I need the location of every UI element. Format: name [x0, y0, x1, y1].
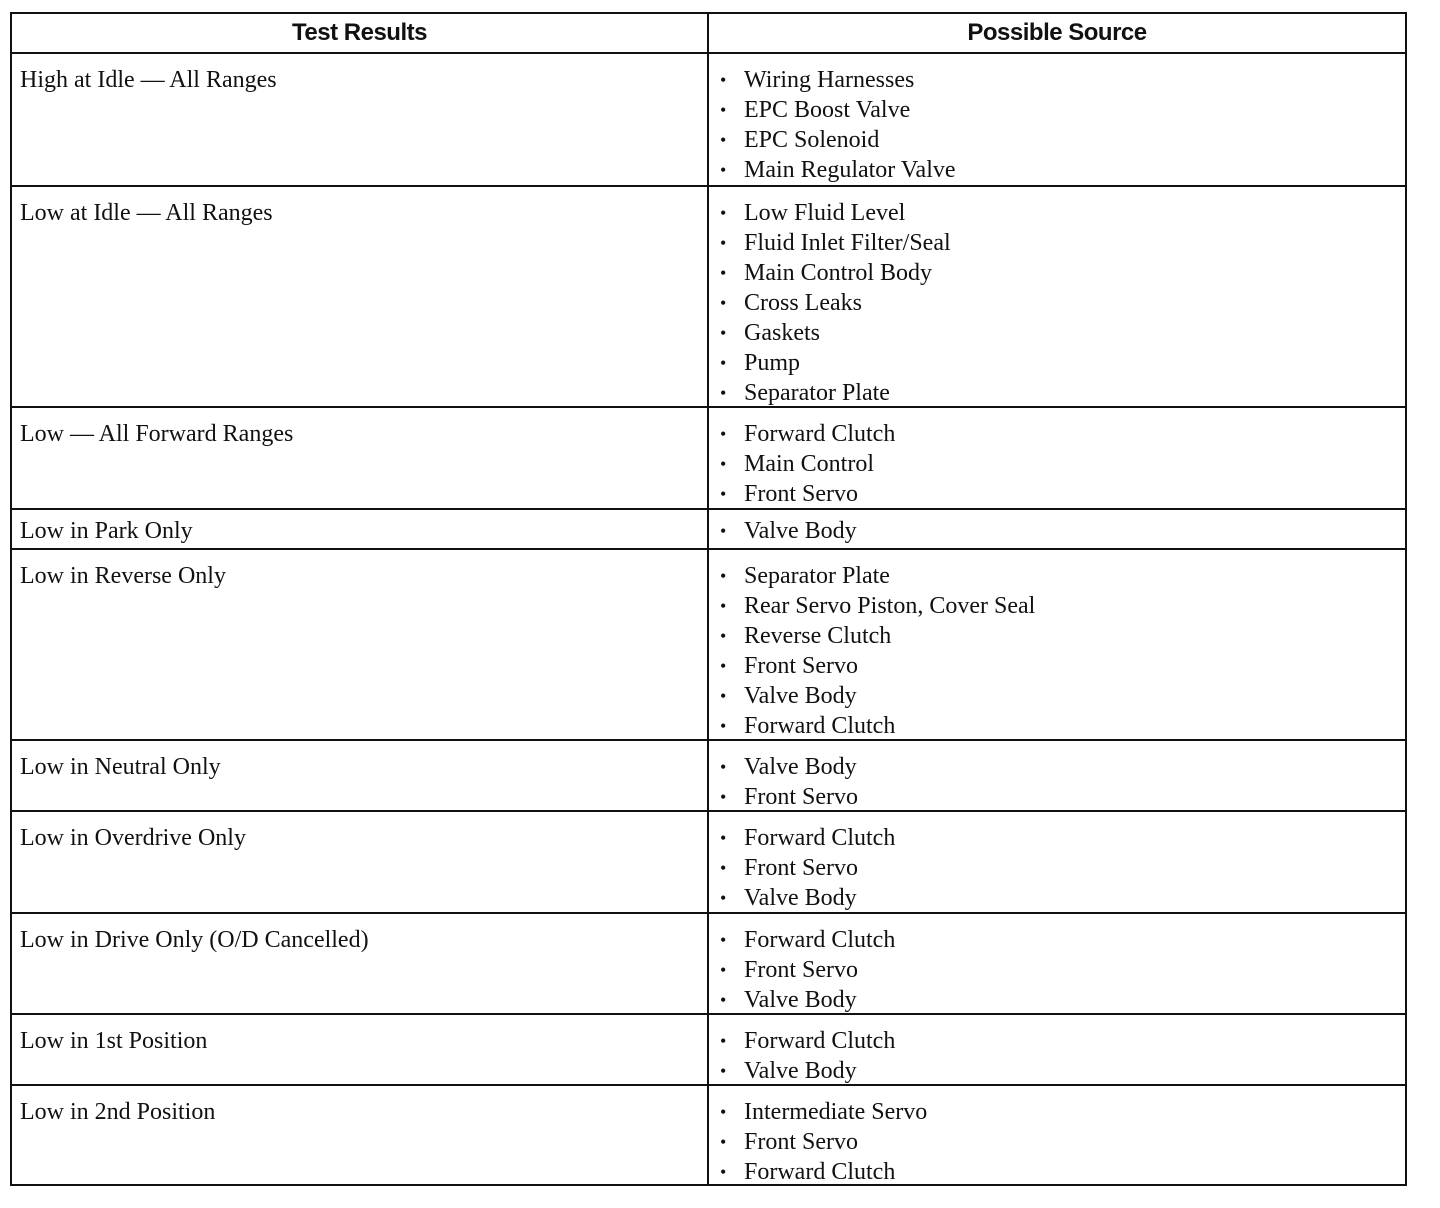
bullet-icon: •	[720, 828, 727, 848]
source-text: Forward Clutch	[744, 927, 896, 953]
bullet-icon: •	[720, 686, 727, 706]
source-text: Reverse Clutch	[744, 623, 892, 649]
source-text: Gaskets	[744, 320, 820, 346]
possible-source-cell	[709, 812, 1405, 912]
source-item	[709, 155, 1405, 185]
source-item	[709, 288, 1405, 318]
source-item	[709, 681, 1405, 711]
table-row	[12, 1015, 1405, 1086]
test-result-cell: Low in Drive Only (O/D Cancelled)	[12, 914, 709, 1013]
test-result-cell: Low in Park Only	[12, 510, 709, 548]
bullet-icon: •	[720, 566, 727, 586]
source-item	[709, 258, 1405, 288]
source-item	[709, 228, 1405, 258]
header-test-results: Test Results	[12, 14, 709, 52]
source-text: EPC Boost Valve	[744, 97, 911, 123]
bullet-icon: •	[720, 130, 727, 150]
source-list	[709, 823, 1405, 913]
source-item	[709, 591, 1405, 621]
bullet-icon: •	[720, 484, 727, 504]
source-item	[709, 1157, 1405, 1187]
bullet-icon: •	[720, 858, 727, 878]
source-text: Forward Clutch	[744, 825, 896, 851]
bullet-icon: •	[720, 787, 727, 807]
table-row	[12, 1086, 1405, 1184]
bullet-icon: •	[720, 233, 727, 253]
bullet-icon: •	[720, 424, 727, 444]
source-list	[709, 561, 1405, 741]
source-item	[709, 198, 1405, 228]
source-text: Intermediate Servo	[744, 1099, 928, 1125]
source-item	[709, 651, 1405, 681]
bullet-icon: •	[720, 323, 727, 343]
source-text: Valve Body	[744, 885, 857, 911]
source-text: Separator Plate	[744, 563, 890, 589]
table-row	[12, 812, 1405, 914]
possible-source-cell	[709, 187, 1405, 406]
source-text: Front Servo	[744, 481, 858, 507]
source-item	[709, 752, 1405, 782]
source-list	[709, 516, 1405, 546]
source-text: Valve Body	[744, 754, 857, 780]
bullet-icon: •	[720, 454, 727, 474]
source-text: Front Servo	[744, 957, 858, 983]
source-item	[709, 419, 1405, 449]
source-item	[709, 95, 1405, 125]
source-text: Fluid Inlet Filter/Seal	[744, 230, 951, 256]
source-item	[709, 925, 1405, 955]
source-text: Valve Body	[744, 683, 857, 709]
test-result-cell: Low — All Forward Ranges	[12, 408, 709, 508]
bullet-icon: •	[720, 656, 727, 676]
source-list	[709, 65, 1405, 185]
possible-source-cell	[709, 510, 1405, 548]
bullet-icon: •	[720, 521, 727, 541]
source-item	[709, 479, 1405, 509]
source-text: Front Servo	[744, 855, 858, 881]
source-item	[709, 853, 1405, 883]
source-item	[709, 561, 1405, 591]
source-item	[709, 823, 1405, 853]
table-row	[12, 510, 1405, 550]
bullet-icon: •	[720, 596, 727, 616]
source-item	[709, 985, 1405, 1015]
source-text: Valve Body	[744, 987, 857, 1013]
bullet-icon: •	[720, 100, 727, 120]
possible-source-cell	[709, 408, 1405, 508]
source-text: Cross Leaks	[744, 290, 862, 316]
test-result-cell: Low in Neutral Only	[12, 741, 709, 810]
test-result-cell: Low in Reverse Only	[12, 550, 709, 739]
source-item	[709, 782, 1405, 812]
pressure-test-table	[10, 12, 1407, 1186]
test-result-cell: Low at Idle — All Ranges	[12, 187, 709, 406]
bullet-icon: •	[720, 1061, 727, 1081]
test-result-cell: Low in 2nd Position	[12, 1086, 709, 1184]
source-item	[709, 318, 1405, 348]
source-item	[709, 449, 1405, 479]
source-text: Main Control Body	[744, 260, 933, 286]
table-header-row	[12, 14, 1405, 54]
test-result-cell: High at Idle — All Ranges	[12, 54, 709, 185]
source-list	[709, 198, 1405, 408]
table-row	[12, 187, 1405, 408]
bullet-icon: •	[720, 383, 727, 403]
source-text: Front Servo	[744, 653, 858, 679]
source-text: Valve Body	[744, 518, 857, 544]
source-text: Forward Clutch	[744, 421, 896, 447]
source-item	[709, 378, 1405, 408]
source-list	[709, 752, 1405, 812]
bullet-icon: •	[720, 70, 727, 90]
bullet-icon: •	[720, 293, 727, 313]
bullet-icon: •	[720, 1102, 727, 1122]
source-text: Wiring Harnesses	[744, 67, 915, 93]
bullet-icon: •	[720, 1132, 727, 1152]
bullet-icon: •	[720, 353, 727, 373]
bullet-icon: •	[720, 160, 727, 180]
source-list	[709, 925, 1405, 1015]
source-item	[709, 1026, 1405, 1056]
bullet-icon: •	[720, 263, 727, 283]
source-text: Pump	[744, 350, 801, 376]
source-item	[709, 1127, 1405, 1157]
bullet-icon: •	[720, 1162, 727, 1182]
bullet-icon: •	[720, 930, 727, 950]
source-item	[709, 1097, 1405, 1127]
test-result-cell: Low in 1st Position	[12, 1015, 709, 1084]
source-list	[709, 419, 1405, 509]
bullet-icon: •	[720, 757, 727, 777]
bullet-icon: •	[720, 990, 727, 1010]
source-text: EPC Solenoid	[744, 127, 880, 153]
bullet-icon: •	[720, 716, 727, 736]
source-item	[709, 65, 1405, 95]
source-item	[709, 621, 1405, 651]
table-row	[12, 741, 1405, 812]
test-result-cell: Low in Overdrive Only	[12, 812, 709, 912]
table-row	[12, 54, 1405, 187]
possible-source-cell	[709, 1086, 1405, 1184]
bullet-icon: •	[720, 626, 727, 646]
source-text: Forward Clutch	[744, 713, 896, 739]
source-text: Valve Body	[744, 1058, 857, 1084]
source-text: Front Servo	[744, 784, 858, 810]
source-item	[709, 516, 1405, 546]
bullet-icon: •	[720, 960, 727, 980]
source-item	[709, 125, 1405, 155]
source-text: Main Regulator Valve	[744, 157, 956, 183]
source-list	[709, 1026, 1405, 1086]
possible-source-cell	[709, 741, 1405, 810]
source-text: Forward Clutch	[744, 1159, 896, 1185]
bullet-icon: •	[720, 888, 727, 908]
source-text: Low Fluid Level	[744, 200, 906, 226]
source-text: Rear Servo Piston, Cover Seal	[744, 593, 1036, 619]
source-item	[709, 955, 1405, 985]
source-text: Forward Clutch	[744, 1028, 896, 1054]
source-text: Separator Plate	[744, 380, 890, 406]
possible-source-cell	[709, 550, 1405, 739]
table-row	[12, 550, 1405, 741]
source-text: Main Control	[744, 451, 874, 477]
possible-source-cell	[709, 1015, 1405, 1084]
possible-source-cell	[709, 54, 1405, 185]
table-row	[12, 408, 1405, 510]
source-item	[709, 348, 1405, 378]
header-possible-source: Possible Source	[967, 19, 1147, 46]
source-item	[709, 1056, 1405, 1086]
source-text: Front Servo	[744, 1129, 858, 1155]
table-row	[12, 914, 1405, 1015]
bullet-icon: •	[720, 1031, 727, 1051]
source-item	[709, 883, 1405, 913]
possible-source-cell	[709, 914, 1405, 1013]
source-item	[709, 711, 1405, 741]
source-list	[709, 1097, 1405, 1187]
bullet-icon: •	[720, 203, 727, 223]
